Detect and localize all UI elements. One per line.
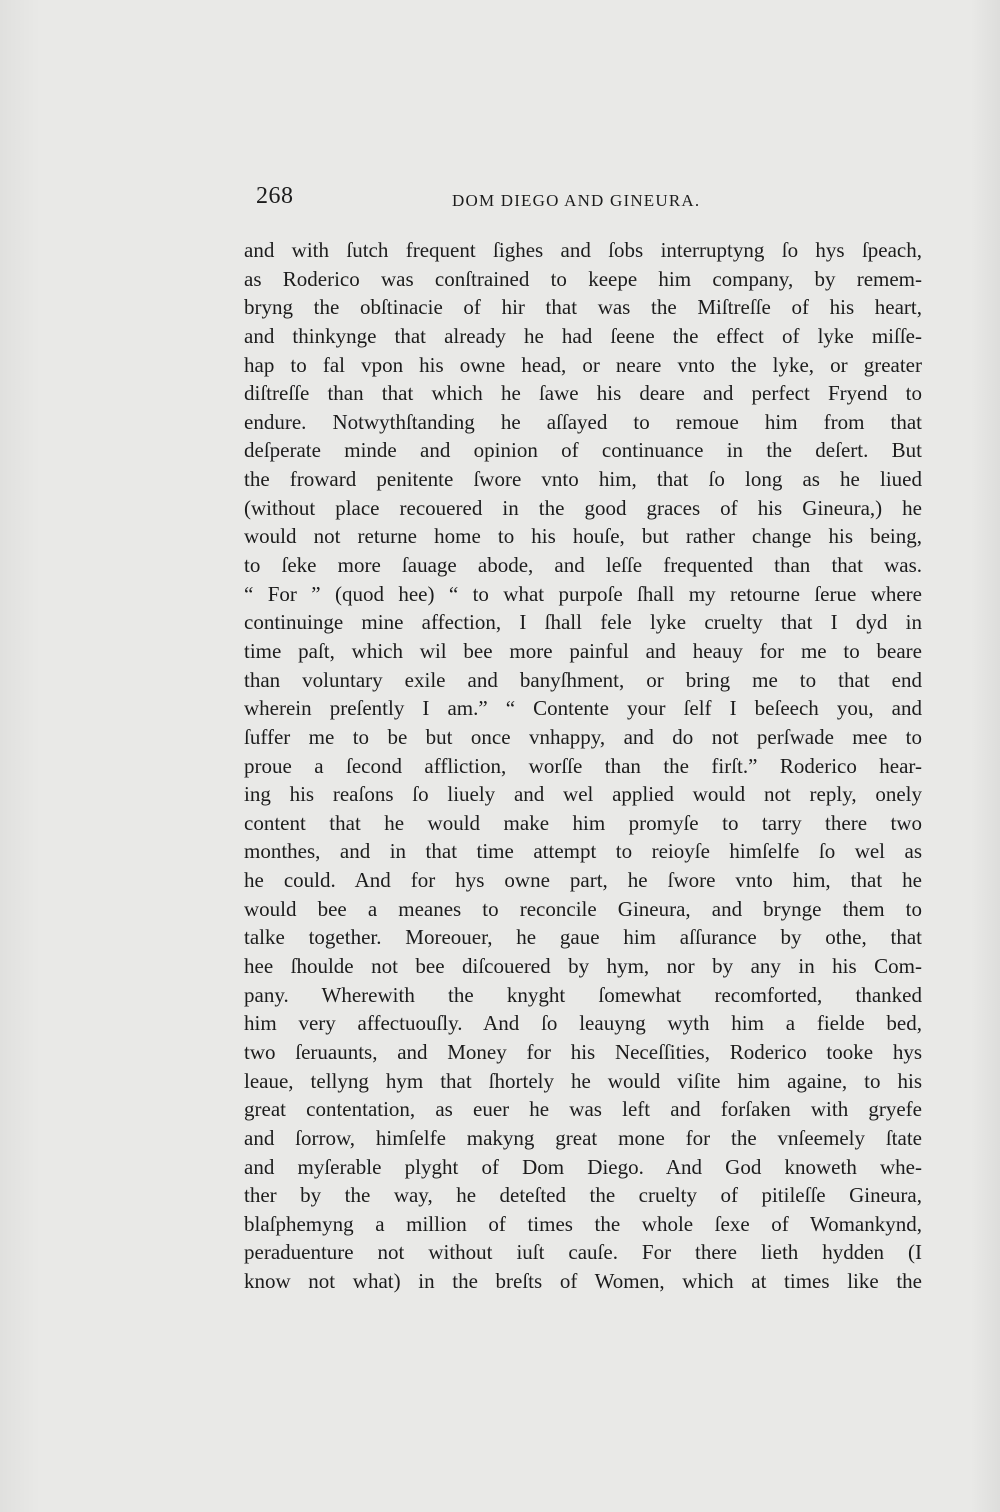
text-line: time paſt, which wil bee more painful and heauy for me to beare: [244, 638, 922, 663]
text-line: hee ſhoulde not bee diſcouered by hym, nor by any in his Com-: [244, 954, 922, 979]
text-line: would not returne home to his houſe, but rather change his being,: [244, 524, 922, 549]
text-line: “ For ” (quod hee) “ to what purpoſe ſhall my retourne ſerue where: [244, 581, 922, 606]
text-line: great contentation, as euer he was left and forſaken with gryefe: [244, 1097, 922, 1122]
text-line: ſuffer me to be but once vnhappy, and do not perſwade mee to: [244, 724, 922, 749]
text-line: ing his reaſons ſo liuely and wel applied would not reply, onely: [244, 782, 922, 807]
text-line: bryng the obſtinacie of hir that was the Miſtreſſe of his heart,: [244, 295, 922, 320]
text-line: to ſeke more ſauage abode, and leſſe frequented than that was.: [244, 553, 922, 578]
text-line: diſtreſſe than that which he ſawe his deare and perfect Fryend to: [244, 381, 922, 406]
text-line: content that he would make him promyſe to tarry there two: [244, 810, 922, 835]
text-line: and ſorrow, himſelfe makyng great mone for the vnſeemely ſtate: [244, 1125, 922, 1150]
text-line: peraduenture not without iuſt cauſe. For there lieth hydden (I: [244, 1240, 922, 1265]
text-line: wherein preſently I am.” “ Contente your ſelf I beſeech you, and: [244, 696, 922, 721]
text-line: two ſeruaunts, and Money for his Neceſſities, Roderico tooke hys: [244, 1039, 922, 1064]
text-line: deſperate minde and opinion of continuance in the deſert. But: [244, 438, 922, 463]
text-line: proue a ſecond affliction, worſſe than the firſt.” Roderico hear-: [244, 753, 922, 778]
page-number: 268: [256, 183, 294, 209]
text-line: him very affectuouſly. And ſo leauyng wyth him a fielde bed,: [244, 1011, 922, 1036]
text-line: know not what) in the breſts of Women, which at times like the: [244, 1269, 922, 1294]
text-line: continuinge mine affection, I ſhall fele lyke cruelty that I dyd in: [244, 610, 922, 635]
text-line: the froward penitente ſwore vnto him, that ſo long as he liued: [244, 467, 922, 492]
text-line: as Roderico was conſtrained to keepe him company, by remem-: [244, 266, 922, 291]
text-line: blaſphemyng a million of times the whole ſexe of Womankynd,: [244, 1211, 922, 1236]
text-line: talke together. Moreouer, he gaue him aſſurance by othe, that: [244, 925, 922, 950]
text-line: than voluntary exile and banyſhment, or bring me to that end: [244, 667, 922, 692]
text-line: endure. Notwythſtanding he aſſayed to remoue him from that: [244, 409, 922, 434]
text-line: ther by the way, he deteſted the cruelty of pitileſſe Gineura,: [244, 1183, 922, 1208]
text-line: (without place recouered in the good graces of his Gineura,) he: [244, 495, 922, 520]
text-line: hap to fal vpon his owne head, or neare vnto the lyke, or greater: [244, 352, 922, 377]
text-line: and with ſutch frequent ſighes and ſobs interruptyng ſo hys ſpeach,: [244, 238, 922, 262]
body-text: [244, 236, 922, 1296]
text-line: leaue, tellyng hym that ſhortely he would viſite him againe, to his: [244, 1068, 922, 1093]
running-head: [256, 183, 936, 223]
text-line: and thinkynge that already he had ſeene the effect of lyke miſſe-: [244, 323, 922, 348]
text-line: monthes, and in that time attempt to reioyſe himſelfe ſo wel as: [244, 839, 922, 864]
text-line: he could. And for hys owne part, he ſwore vnto him, that he: [244, 868, 922, 893]
running-title: DOM DIEGO AND GINEURA.: [452, 191, 701, 210]
text-line: would bee a meanes to reconcile Gineura, and brynge them to: [244, 896, 922, 921]
text-line: pany. Wherewith the knyght ſomewhat recomforted, thanked: [244, 982, 922, 1007]
text-line: and myſerable plyght of Dom Diego. And God knoweth whe-: [244, 1154, 922, 1179]
